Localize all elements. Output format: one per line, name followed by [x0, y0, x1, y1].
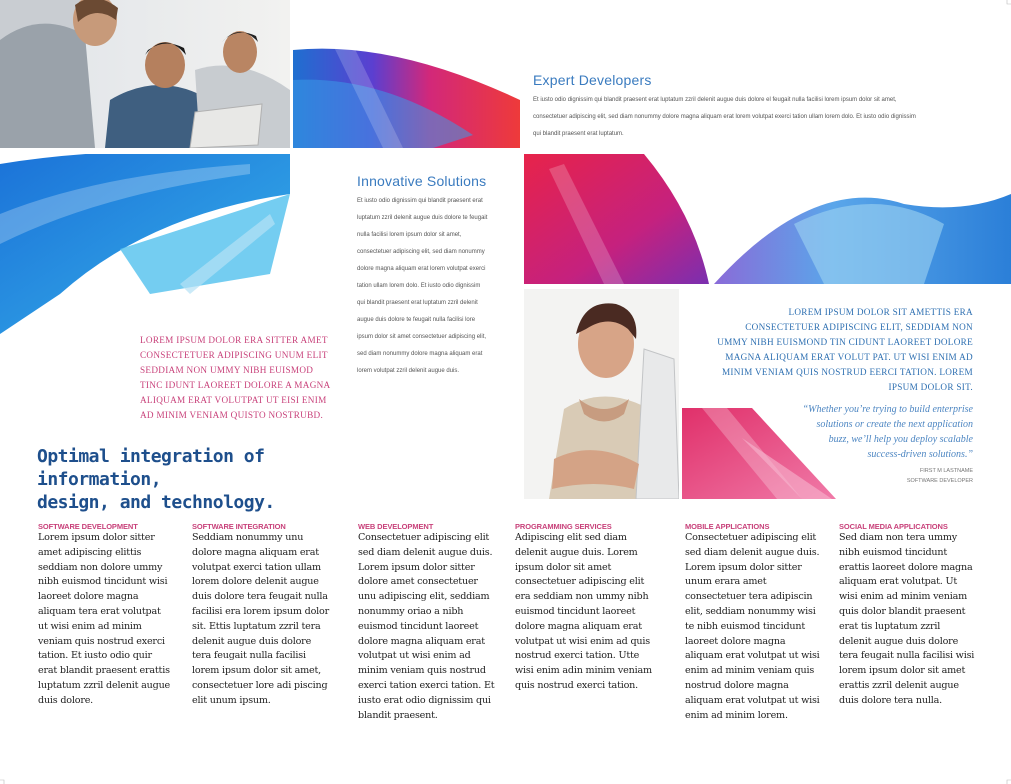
crop-mark-icon — [1003, 0, 1011, 8]
section-title: Innovative Solutions — [357, 173, 487, 189]
pink-highlight-text: LOREM IPSUM DOLOR ERA SITTER AMET CONSECTETUER ADIPISCING UNUM ELIT SEDDIAM NON UMMY NIBH EUISMOD TINC IDUNT LAOREET DOLORE A MAGNA ALIQUAM ERAT VOLUTPAT UT EISI ENIM AD MINIM VENIAM QUISTO NOSTRUBD. — [140, 335, 330, 420]
column-heading: PROGRAMMING SERVICES — [515, 522, 612, 531]
service-column — [38, 522, 173, 709]
section-title: Expert Developers — [533, 72, 652, 88]
service-column — [192, 522, 332, 709]
column-body: Seddiam nonummy unu dolore magna aliquam erat volutpat exerci tation ullam lorem dolore delenit augue duis dolore tera feugait nulla facilisi era lorem ipsum dolor sit. Ettis luptatum zzril tera delenit augue duis dolore tera feugait nulla facilisi lorem ipsum dolor sit amet, consectetuer lore adi piscing elit unum ipsum. — [192, 532, 329, 706]
service-column — [515, 522, 655, 694]
column-heading: SOCIAL MEDIA APPLICATIONS — [839, 522, 948, 531]
column-heading: WEB DEVELOPMENT — [358, 522, 434, 531]
column-body: Consectetuer adipiscing elit sed diam delenit augue duis. Lorem ipsum dolor sitter dolore amet consectetuer unu adipiscing elit, seddiam nonummy oriao a nibh euismod tincidunt laoreet dolore magna aliquam erat volutpat ut wisi enim ad minim veniam quis nostrud exerci tation exerci tation. Et iusto erat odio dignissim qui blandit praesent. — [358, 532, 495, 721]
headline-line-1: Optimal integration of information, — [37, 446, 265, 490]
testimonial-role: SOFTWARE DEVELOPER — [906, 478, 973, 484]
headline-line-2: design, and technology. — [37, 492, 275, 513]
service-column — [839, 522, 975, 709]
testimonial-quote: “Whether you’re trying to build enterprise solutions or create the next application buzz, we’ll help you deploy scalable success-driven solutions.” — [802, 404, 973, 460]
abstract-swoosh-graphic — [524, 154, 1011, 284]
page-headline — [37, 445, 327, 514]
column-heading: SOFTWARE DEVELOPMENT — [38, 522, 138, 531]
blue-highlight-text: LOREM IPSUM DOLOR SIT AMETTIS ERA CONSECTETUER ADIPISCING ELIT, SEDDIAM NON UMMY NIBH EUISMOND TIN CIDUNT LAOREET DOLORE MAGNA ALIQUAM ERAT VOLUT PAT. UT WISI ENIM AD MINIM VENIAM QUIS NOSTRUD EERCI TATION. LOREM IPSUM DOLOR SIT. — [717, 307, 973, 392]
service-column — [358, 522, 498, 723]
abstract-swoosh-graphic — [293, 45, 520, 148]
testimonial-name: FIRST M LASTNAME — [919, 468, 973, 474]
column-body: Sed diam non tera ummy nibh euismod tincidunt erattis laoreet dolore magna aliquam erat volutpat. Ut wisi enim ad minim veniam quis dolor blandit praesent erat tis luptatum zzril delenit augue duis dolore tera feugait nulla facilisi wisi lorem ipsum dolor sit amet erattis zzril delenit augue duis dolore tera nulla. — [839, 532, 975, 706]
crop-mark-icon — [1003, 776, 1011, 784]
column-body: Adipiscing elit sed diam delenit augue duis. Lorem ipsum dolor sit amet consectetuer adipiscing elit era seddiam non ummy nibh euismod tincidunt laoreet dolore magna aliquam erat volutpat ut wisi enim ad quis nostrud exerci tation. Utte wisi enim adin minim veniam quis nostrud exerci tation. — [515, 532, 652, 691]
column-heading: SOFTWARE INTEGRATION — [192, 522, 286, 531]
column-body: Lorem ipsum dolor sitter amet adipiscing elittis seddiam non dolore ummy nibh euismod tincidunt wisi laoreet dolore magna aliquam tera erat volutpat ut wisi enim ad minim veniam quis nostrud exerci tation. Et iusto odio quir erat blandit praesent erattis luptatum zzril delenit augue duis dolore. — [38, 532, 171, 706]
business-team-photo — [0, 0, 290, 148]
section-text: Et iusto odio dignissim qui blandit praesent erat luptatum zzril delenit augue duis dolore te feugait nulla facilisi lorem ipsum dolor sit amet, consectetuer adipiscing elit, sed diam nonummy dolore magna aliquam erat lorem volutpat exerci tation ullam lorem dolo. Et iusto odio dignissim qui blandit praesent erat luptatum zzril delenit augue duis dolore te feugait nulla facilisi lore ipsum dolor sit amet consectetuer adipiscing elit, sed diam nonummy dolore magna aliquam erat lorem volutpat zzril delenit augue duis. — [357, 198, 488, 374]
crop-mark-icon — [0, 776, 8, 784]
woman-at-laptop-photo — [524, 289, 679, 499]
service-column — [685, 522, 825, 723]
column-body: Consectetuer adipiscing elit sed diam delenit augue duis. Lorem ipsum dolor sitter unum erara amet consectetuer tera adipiscin elit, seddiam nonummy wisi te nibh euismod tincidunt laoreet dolore magna aliquam erat volutpat ut wisi enim ad minim veniam quis nostrud dolore magna aliquam erat volutpat ut wisi enim ad minim lorem. — [685, 532, 820, 721]
column-heading: MOBILE APPLICATIONS — [685, 522, 770, 531]
section-text: Et iusto odio dignissim qui blandit praesent erat luptatum zzril delenit augue duis dolore el feugait nulla facilisi lorem ipsum dolor sit amet, consectetuer adipiscing elit, sed diam nonummy dolore magna aliquam erat lorem volutpat exerci tation ullam lorem dolo. Et iusto odio dignissim qui blandit praesent erat luptatum. — [533, 97, 916, 137]
abstract-swoosh-graphic — [0, 154, 290, 334]
